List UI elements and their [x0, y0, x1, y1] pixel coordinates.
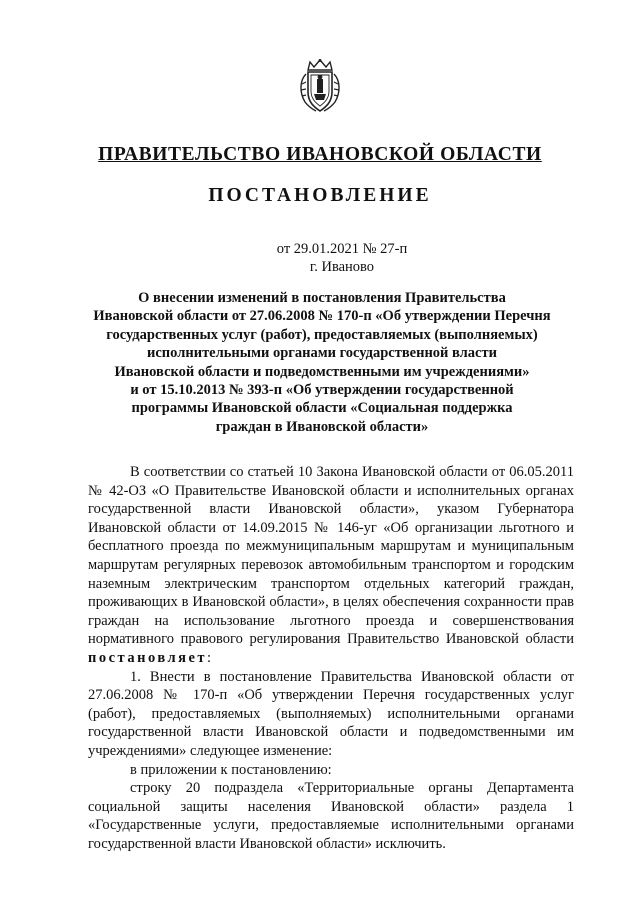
document-body — [88, 463, 574, 853]
subject-line: и от 15.10.2013 № 393-п «Об утверждении государственной — [130, 382, 514, 399]
document-subject — [82, 289, 562, 436]
row-change-paragraph: строку 20 подраздела «Территориальные органы Департамента социальной защиты населения Ивановской области» раздела 1 «Государственные услуги, предоставляемые исполнительными органами государственной власти Ивановской области» исключить. — [88, 780, 574, 852]
subject-line: граждан в Ивановской области» — [215, 418, 429, 435]
appendix-intro-paragraph: в приложении к постановлению: — [130, 761, 332, 778]
document-type: ПОСТАНОВЛЕНИЕ — [208, 185, 432, 206]
subject-line: Ивановской области от 27.06.2008 № 170-п «Об утверждении Перечня — [93, 308, 551, 325]
government-title: ПРАВИТЕЛЬСТВО ИВАНОВСКОЙ ОБЛАСТИ — [98, 144, 542, 165]
subject-line: исполнительными органами государственной власти — [147, 345, 497, 362]
resolves-word: постановляет — [88, 649, 208, 666]
subject-line: О внесении изменений в постановления Правительства — [138, 290, 506, 306]
subject-line: государственных услуг (работ), предоставляемых (выполняемых) — [106, 326, 538, 343]
coat-of-arms-icon — [296, 58, 344, 114]
date-number: от 29.01.2021 № 27-п — [276, 241, 408, 257]
item-1-paragraph: 1. Внести в постановление Правительства Ивановской области от 27.06.2008 № 170-п «Об утверждении Перечня государственных услуг (работ), предоставляемых (выполняемых) исполнительными органами государственной власти Ивановской области и подведомственными им учреждениями» следующее изменение: — [88, 668, 574, 759]
city-name: г. Иваново — [309, 259, 375, 275]
subject-line: программы Ивановской области «Социальная поддержка — [131, 400, 513, 417]
date-block — [262, 240, 422, 276]
subject-line: Ивановской области и подведомственными им учреждениями» — [114, 363, 530, 380]
preamble-text: В соответствии со статьей 10 Закона Ивановской области от 06.05.2011 № 42-ОЗ «О Правительстве Ивановской области и исполнительных органах государственной власти Ивановской области», указом Губернатора Ивановской области от 14.09.2015 № 146-уг «Об организации льготного и бесплатного проезда по межмуниципальным маршрутам и муниципальным маршрутам регулярных перевозок автомобильным транспортом и городским наземным электрическим транспортом отдельных категорий граждан, проживающих в Ивановской области», в целях обеспечения сохранности прав граждан на использование льготного проезда и совершенствования нормативного правового регулирования Правительство Ивановской области — [88, 464, 574, 648]
preamble-paragraph: В соответствии со статьей 10 Закона Ивановской области от 06.05.2011 № 42-ОЗ «О Правительстве Ивановской области и исполнительных органах государственной власти Ивановской области», указом Губернатора Ивановской области от 14.09.2015 № 146-уг «Об организации льготного и бесплатного проезда по межмуниципальным маршрутам и муниципальным маршрутам регулярных перевозок автомобильным транспортом и городским наземным электрическим транспортом отдельных категорий граждан, проживающих в Ивановской области», в целях обеспечения сохранности прав граждан на использование льготного проезда и совершенствования нормативного правового регулирования Правительство Ивановской области постановляет: — [88, 464, 574, 666]
